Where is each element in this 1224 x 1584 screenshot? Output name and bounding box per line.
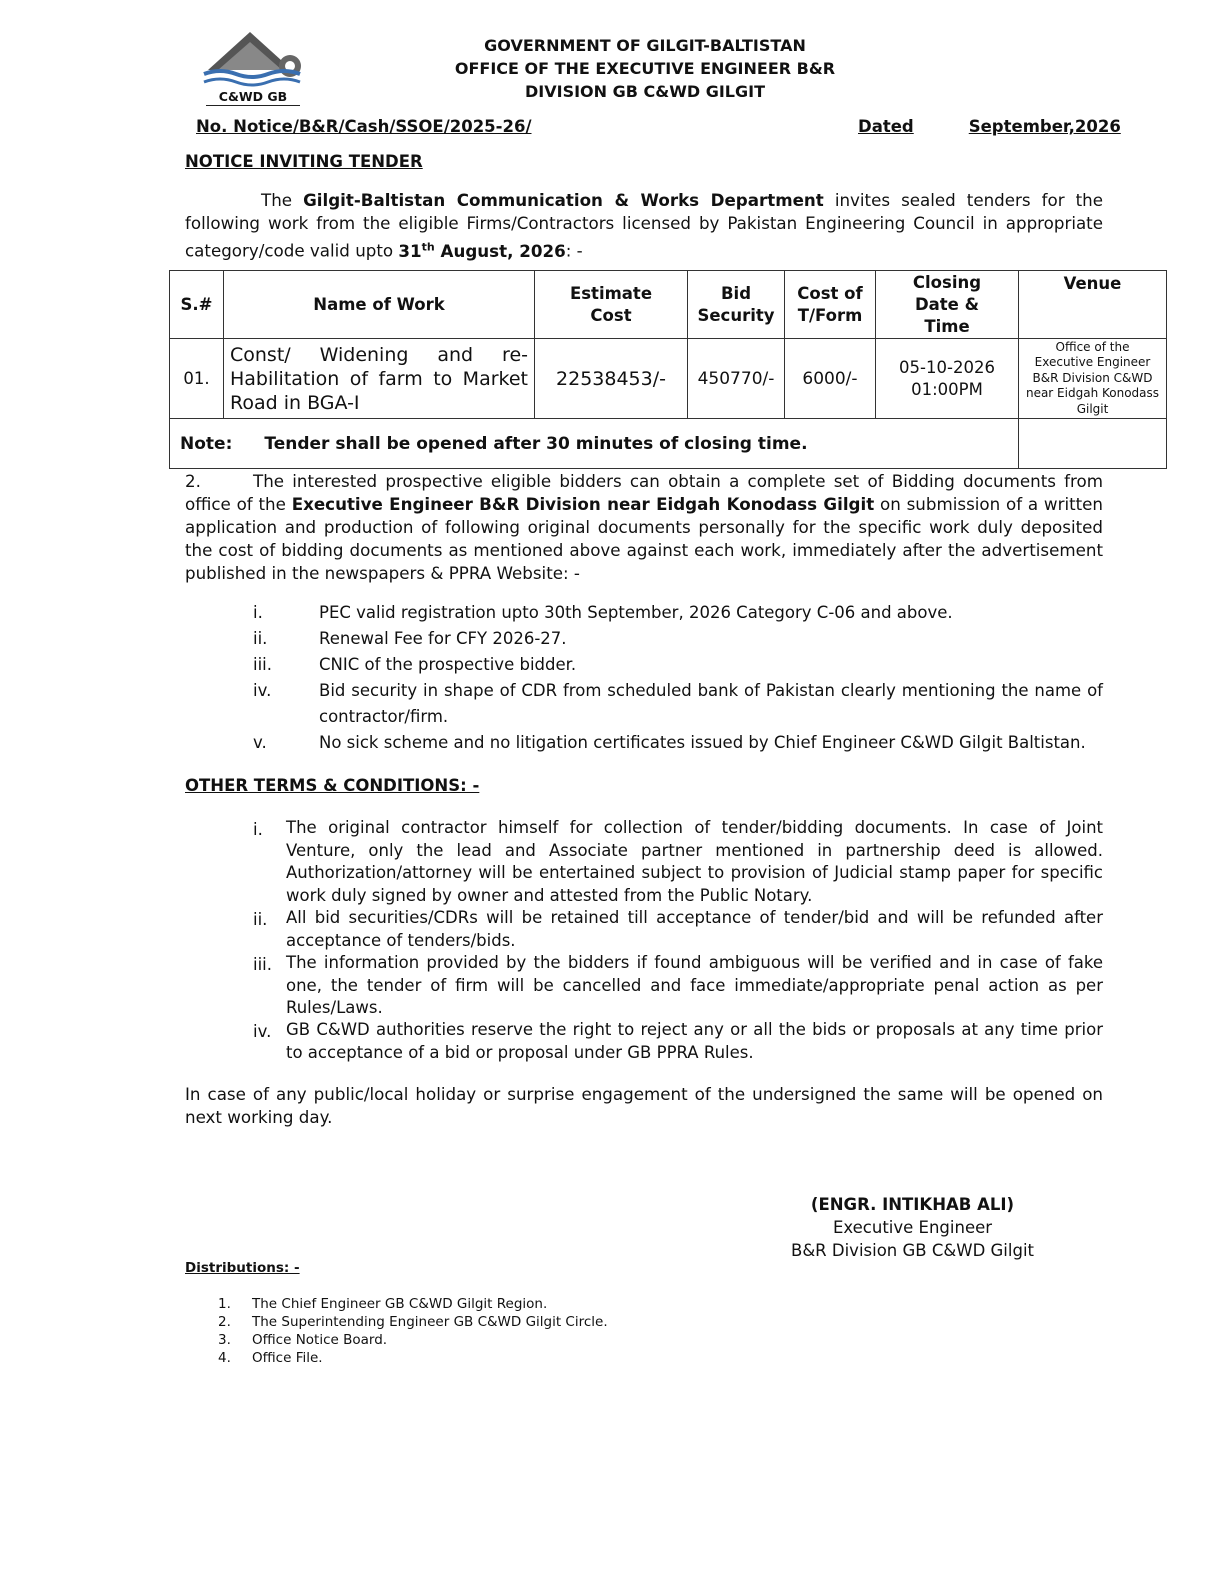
cell-closing [876,339,1019,419]
header-venue: Venue [1019,271,1167,339]
logo-text: C&WD GB [206,88,300,106]
signature-block [770,1193,1055,1262]
list-item-number: ii. [253,910,268,929]
list-item-number: iv. [253,681,272,700]
signatory-title: Executive Engineer [832,1218,993,1237]
list-item-text: The Superintending Engineer GB C&WD Gilgit Circle. [252,1314,608,1330]
closing-time: 01:00PM [911,379,983,399]
header-closing: Closing Date & Time [876,271,1019,339]
mountain-gear-logo-icon [200,26,308,90]
note-text: Tender shall be opened after 30 minutes of closing time. [264,433,808,454]
list-item-text: Bid security in shape of CDR from scheduled bank of Pakistan clearly mentioning the name of contractor/firm. [319,681,1103,726]
paragraph-2-text-1: The interested prospective eligible bidders can obtain a complete set of Bidding documents from office of the [185,471,1103,514]
list-item-number: i. [253,820,263,839]
intro-paragraph [185,189,1103,263]
list-item [218,1331,718,1349]
table-note-row [170,419,1167,469]
list-item-text: The information provided by the bidders if found ambiguous will be verified and in case of fake one, the tender of firm will be cancelled and face immediate/appropriate penal action as per Rules/Laws. [286,953,1103,1017]
list-item-text: CNIC of the prospective bidder. [319,655,577,674]
note-cell [170,419,1019,469]
signatory-name: (ENGR. INTIKHAB ALI) [810,1195,1015,1214]
paragraph-2 [185,470,1103,585]
header-line-1: GOVERNMENT OF GILGIT-BALTISTAN [484,36,806,55]
cell-cost-of-form: 6000/- [785,339,876,419]
office-location: Executive Engineer B&R Division near Eidgah Konodass Gilgit [291,494,875,514]
date-suffix: th [421,240,435,253]
list-item-text: PEC valid registration upto 30th September, 2026 Category C-06 and above. [319,603,953,622]
date-rest: August, 2026 [434,240,566,261]
cell-sno: 01. [170,339,224,419]
list-item [0,730,1224,756]
list-item-number: 2. [218,1314,231,1330]
list-item-text: GB C&WD authorities reserve the right to reject any or all the bids or proposals at any time prior to acceptance of a bid or proposal under GB PPRA Rules. [286,1020,1103,1062]
list-item-text: The original contractor himself for collection of tender/bidding documents. In case of Joint Venture, only the lead and Associate partner mentioned in partnership deed is allowed. Authorization/attorney will be entertained subject to provision of Judicial stamp paper for specific work duly signed by owner and attested from the Public Notary. [286,818,1103,905]
department-logo [200,26,308,108]
list-item-number: 3. [218,1332,231,1348]
date-day: 31 [398,240,422,261]
header-name-of-work: Name of Work [224,271,535,339]
list-item-text: No sick scheme and no litigation certificates issued by Chief Engineer C&WD Gilgit Baltistan. [319,733,1086,752]
list-item [218,1313,718,1331]
list-item-text: Office Notice Board. [252,1332,388,1348]
header-estimate-cost: Estimate Cost [535,271,688,339]
list-item [0,678,1224,730]
list-item [0,652,1224,678]
list-item-number: ii. [253,629,268,648]
table-row [170,339,1167,419]
list-item-number: iv. [253,1022,272,1041]
dated-value: September,2026 [968,117,1121,136]
header-bid-security: Bid Security [688,271,785,339]
note-label: Note: [180,433,233,454]
notice-title: NOTICE INVITING TENDER [185,152,423,171]
list-item-number: iii. [253,655,272,674]
intro-text-1: The [261,190,304,210]
list-item [218,1295,718,1313]
terms-title: OTHER TERMS & CONDITIONS: - [185,776,480,795]
list-item-number: v. [253,733,267,752]
paragraph-2-text-2: on submission of a written application and production of following original documents personally for the specific work duly deposited the cost of bidding documents as mentioned above against each work, immediately after the advertisement published in the newspapers & PPRA Website: - [185,494,1104,583]
note-empty-cell [1019,419,1167,469]
tender-table [169,270,1167,469]
table-header-row [170,271,1167,339]
list-item [218,1349,718,1367]
cell-venue: Office of the Executive Engineer B&R Division C&WD near Eidgah Konodass Gilgit [1019,339,1167,419]
intro-text-3: : - [565,240,583,261]
header-line-3: DIVISION GB C&WD GILGIT [525,82,765,101]
header-sno: S.# [170,271,224,339]
intro-text-2: invites sealed tenders for the following work from the eligible Firms/Contractors licensed by Pakistan Engineering Council in appropriate category/code valid upto [185,190,1103,261]
reference-number: No. Notice/B&R/Cash/SSOE/2025-26/ [196,117,532,136]
list-item-text: All bid securities/CDRs will be retained till acceptance of tender/bid and will be refunded after acceptance of tenders/bids. [286,908,1103,950]
list-item-number: 4. [218,1350,231,1366]
list-item [0,600,1224,626]
dated-label: Dated [858,117,914,136]
department-name: Gilgit-Baltistan Communication & Works Department [303,190,824,210]
paragraph-2-number: 2. [185,471,201,491]
list-item-text: Renewal Fee for CFY 2026-27. [319,629,567,648]
dated-line [858,117,1123,136]
cell-estimate-cost: 22538453/- [535,339,688,419]
list-item-number: 1. [218,1296,231,1312]
closing-date: 05-10-2026 [899,357,995,377]
header-cost-of-form: Cost of T/Form [785,271,876,339]
list-item-number: iii. [253,955,272,974]
cell-bid-security: 450770/- [688,339,785,419]
list-item-number: i. [253,603,263,622]
signatory-office: B&R Division GB C&WD Gilgit [791,1241,1034,1260]
list-item-text: Office File. [252,1350,323,1366]
distribution-title: Distributions: - [185,1260,300,1276]
holiday-paragraph: In case of any public/local holiday or surprise engagement of the undersigned the same will be opened on next working day. [185,1084,1103,1127]
header-line-2: OFFICE OF THE EXECUTIVE ENGINEER B&R [454,59,836,78]
validity-date [398,241,565,261]
cell-name-of-work: Const/ Widening and re-Habilitation of farm to Market Road in BGA-I [224,339,535,419]
list-item [0,626,1224,652]
list-item-text: The Chief Engineer GB C&WD Gilgit Region. [252,1296,548,1312]
distribution-list [218,1295,718,1367]
